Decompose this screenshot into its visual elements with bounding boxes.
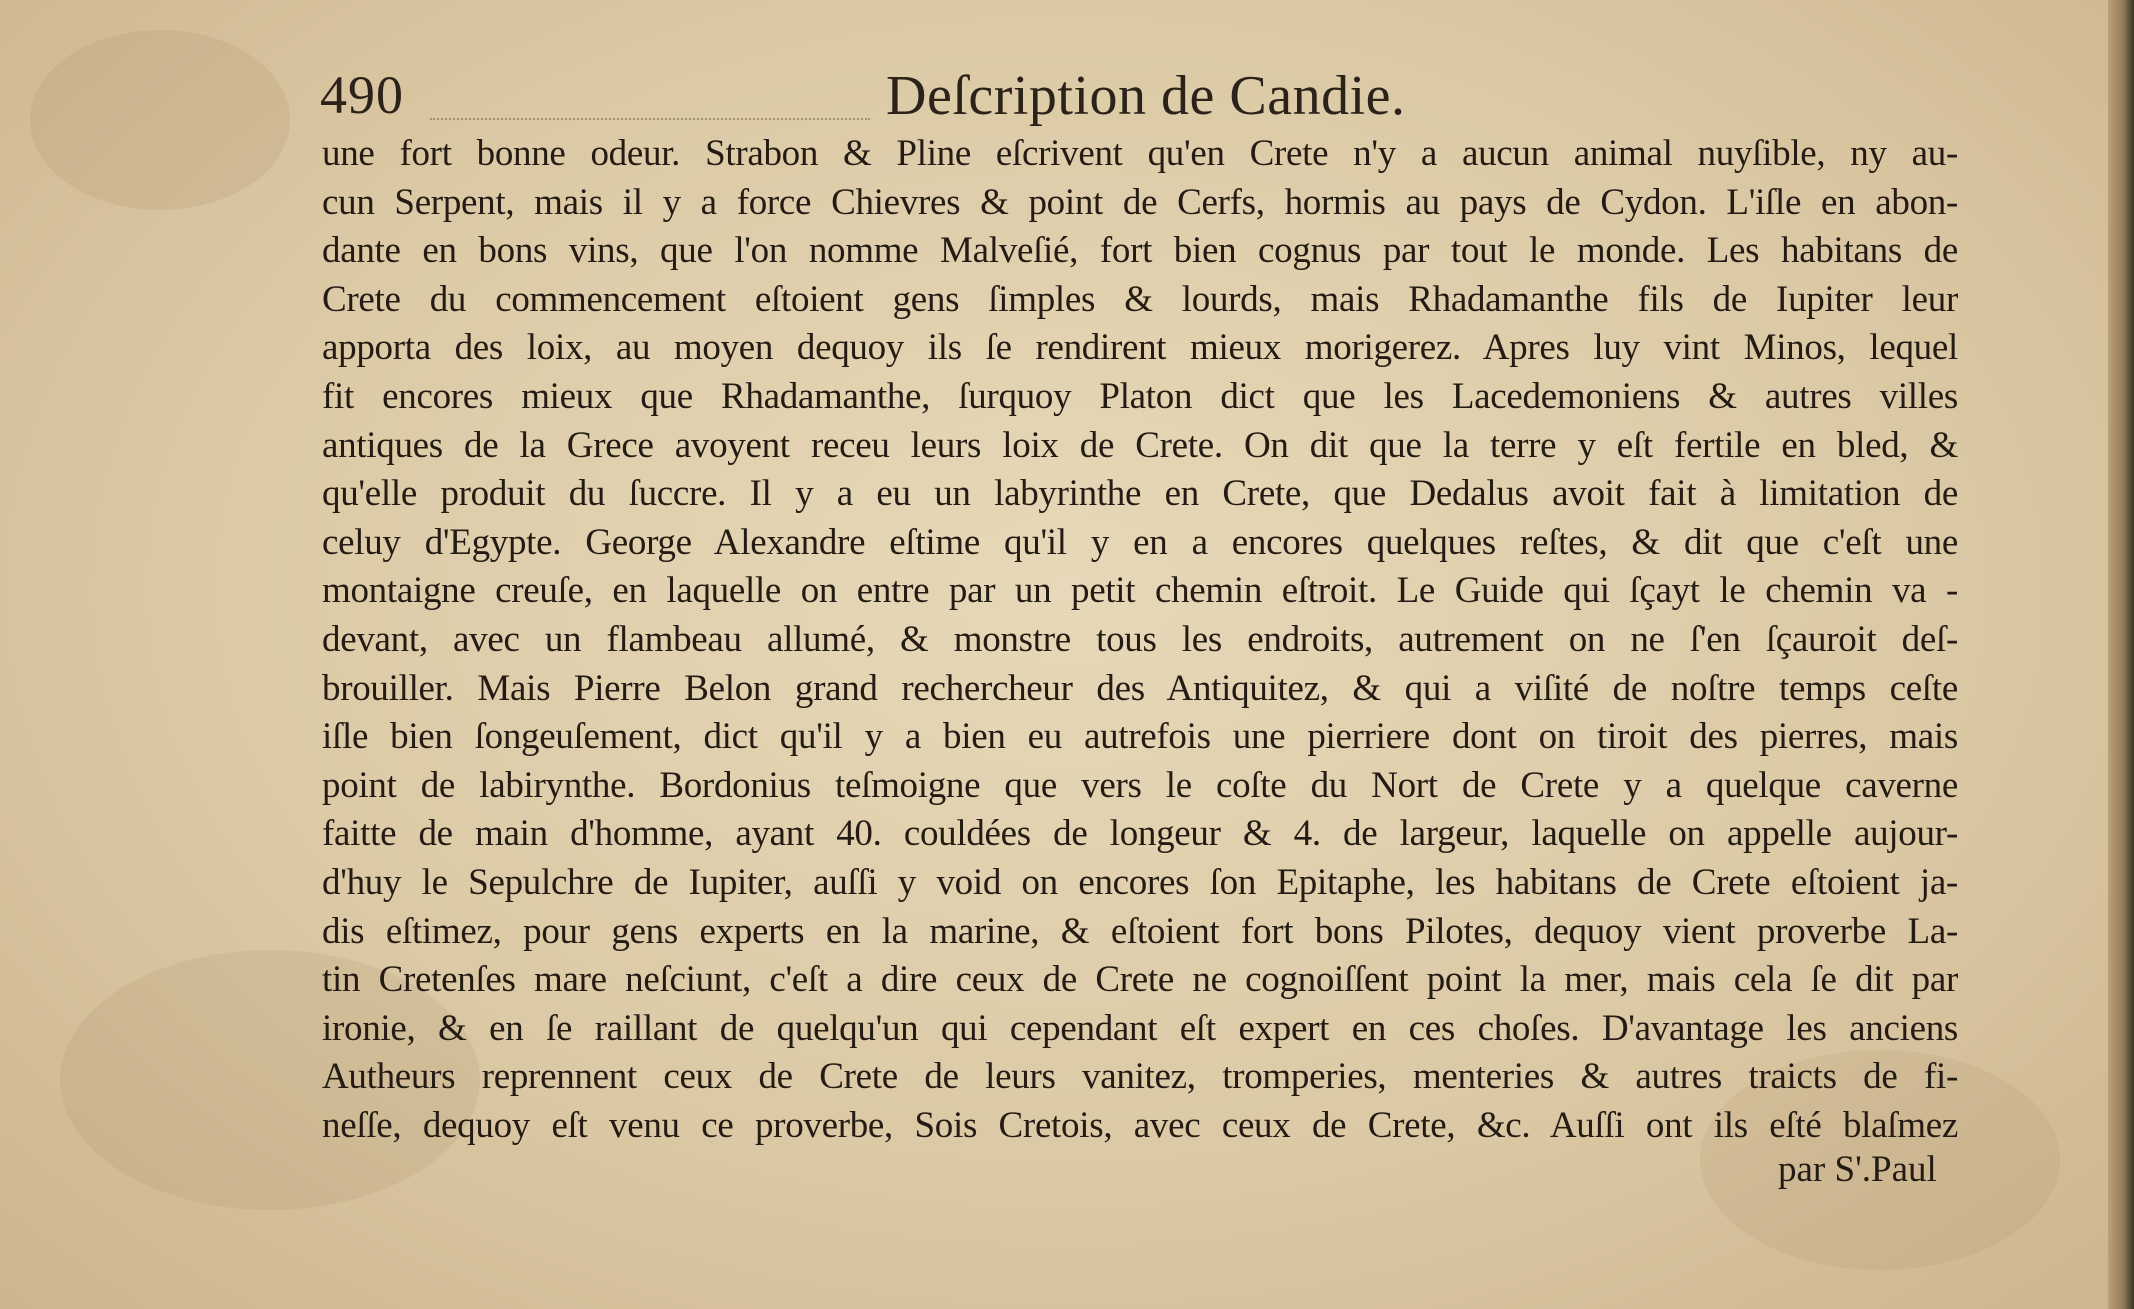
text-line: apporta des loix, au moyen dequoy ils ſe rendirent mieux morigerez. Apres luy vint Minos, lequel (322, 327, 1958, 369)
catchword: par S'.Paul (1778, 1149, 1937, 1190)
text-line: montaigne creuſe, en laquelle on entre par un petit chemin eſtroit. Le Guide qui ſçayt le chemin va - (322, 570, 1958, 612)
text-line: d'huy le Sepulchre de Iupiter, auſſi y void on encores ſon Epitaphe, les habitans de Crete eſtoient ja- (322, 861, 1958, 903)
text-line: Crete du commencement eſtoient gens ſimples & lourds, mais Rhadamanthe fils de Iupiter leur (322, 278, 1958, 320)
text-line: iſle bien ſongeuſement, dict qu'il y a bien eu autrefois une pierriere dont on tiroit des pierres, mais (322, 716, 1958, 758)
text-line: neſſe, dequoy eſt venu ce proverbe, Sois Cretois, avec ceux de Crete, &c. Auſſi ont ils eſté blaſmez (322, 1104, 1958, 1146)
page-number: 490 (320, 65, 404, 125)
text-line: ironie, & en ſe raillant de quelqu'un qui cependant eſt expert en ces choſes. D'avantage les anciens (322, 1007, 1958, 1049)
body-text (322, 130, 1958, 1150)
text-line: dante en bons vins, que l'on nomme Malveſié, fort bien cognus par tout le monde. Les habitans de (322, 230, 1958, 272)
book-gutter (2108, 0, 2134, 1309)
text-line: point de labirynthe. Bordonius teſmoigne que vers le coſte du Nort de Crete y a quelque caverne (322, 764, 1958, 806)
running-head (320, 62, 1960, 132)
text-line: cun Serpent, mais il y a force Chievres & point de Cerfs, hormis au pays de Cydon. L'iſle en abon- (322, 181, 1958, 223)
text-line: brouiller. Mais Pierre Belon grand rechercheur des Antiquitez, & qui a viſité de noſtre temps ceſte (322, 667, 1958, 709)
paper-stain (30, 30, 290, 210)
text-line: dis eſtimez, pour gens experts en la marine, & eſtoient fort bons Pilotes, dequoy vient proverbe La- (322, 910, 1958, 952)
text-line: qu'elle produit du ſuccre. Il y a eu un labyrinthe en Crete, que Dedalus avoit fait à limitation de (322, 473, 1958, 515)
text-line: fit encores mieux que Rhadamanthe, ſurquoy Platon dict que les Lacedemoniens & autres villes (322, 375, 1958, 417)
text-line: antiques de la Grece avoyent receu leurs loix de Crete. On dit que la terre y eſt fertile en bled, & (322, 424, 1958, 466)
text-line: devant, avec un flambeau allumé, & monstre tous les endroits, autrement on ne ſ'en ſçauroit deſ- (322, 618, 1958, 660)
text-line: faitte de main d'homme, ayant 40. couldées de longeur & 4. de largeur, laquelle on appelle aujour- (322, 813, 1958, 855)
text-line: celuy d'Egypte. George Alexandre eſtime qu'il y en a encores quelques reſtes, & dit que c'eſt une (322, 521, 1958, 563)
running-title: Deſcription de Candie. (886, 65, 1406, 127)
head-rule (430, 118, 870, 120)
text-line: tin Cretenſes mare neſciunt, c'eſt a dire ceux de Crete ne cognoiſſent point la mer, mais cela ſe dit par (322, 959, 1958, 1001)
text-line: Autheurs reprennent ceux de Crete de leurs vanitez, tromperies, menteries & autres traicts de fi- (322, 1056, 1958, 1098)
text-line: une fort bonne odeur. Strabon & Pline eſcrivent qu'en Crete n'y a aucun animal nuyſible, ny au- (322, 133, 1958, 174)
